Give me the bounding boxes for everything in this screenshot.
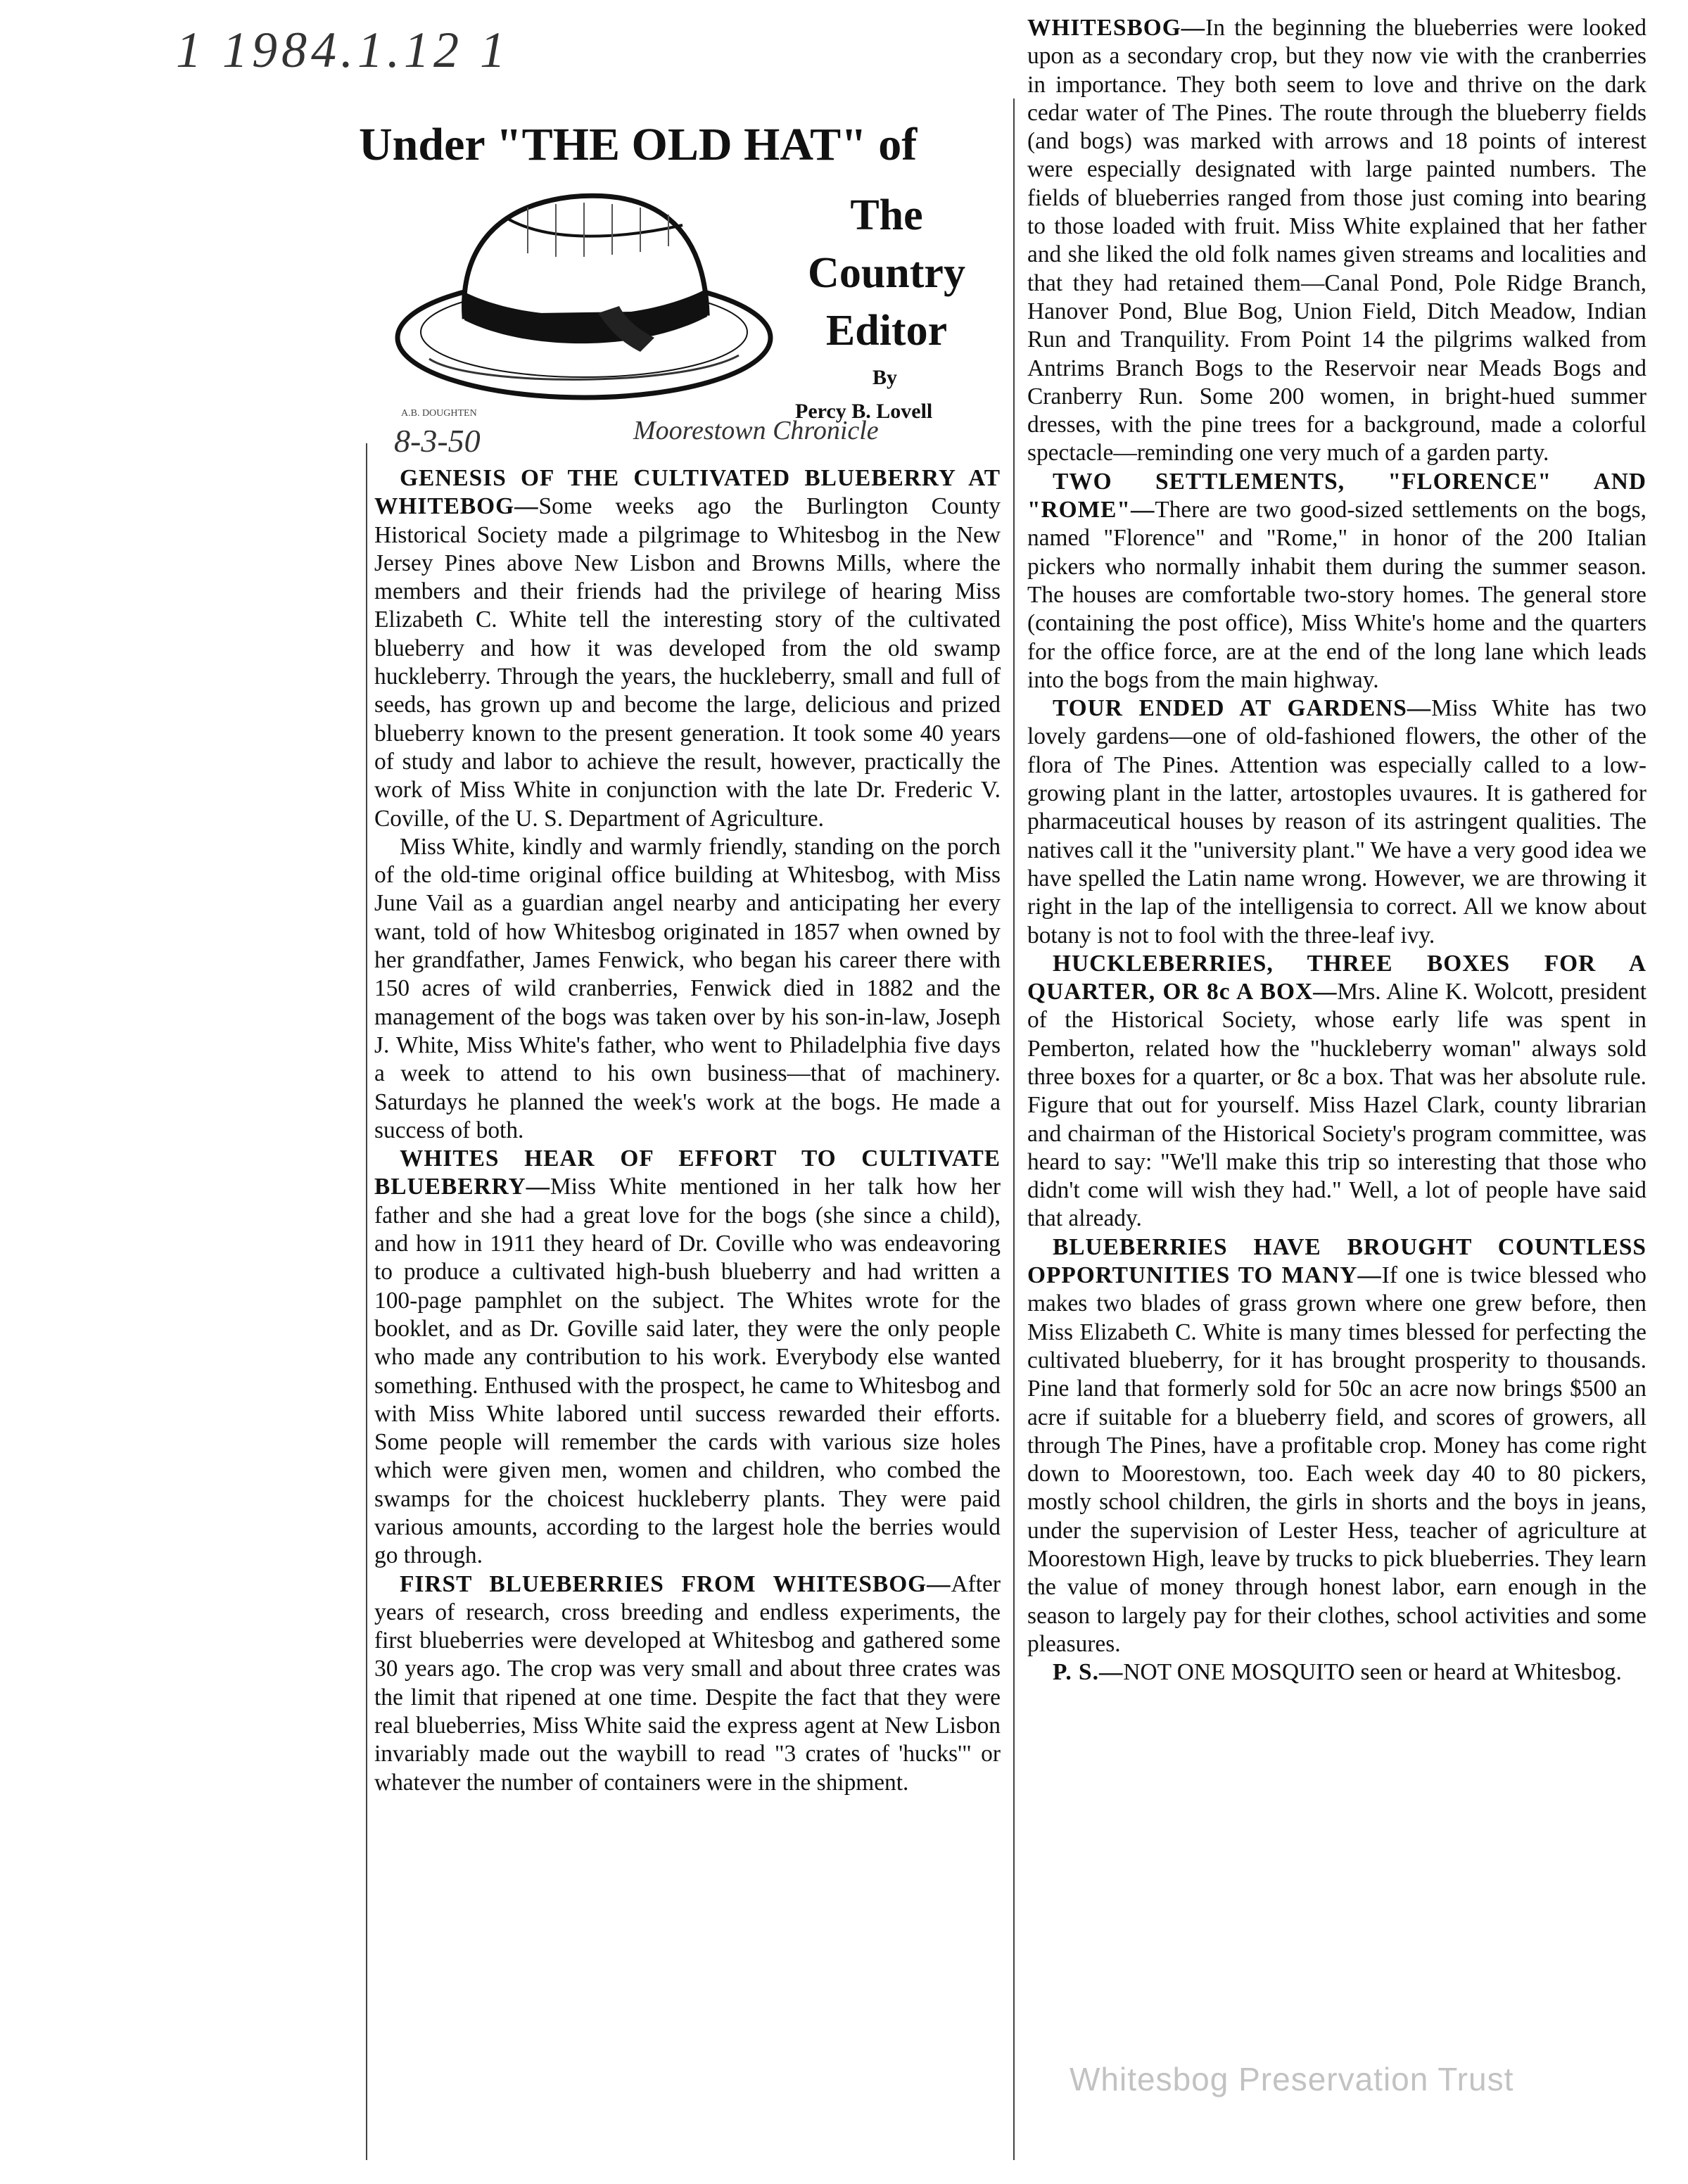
article-column-right: [1027, 14, 1646, 1687]
paragraph: [1027, 950, 1646, 1233]
paragraph: [374, 1570, 1001, 1797]
column-masthead: [359, 106, 1013, 443]
handwritten-source: Moorestown Chronicle: [633, 416, 879, 445]
column-rule-left: [366, 443, 367, 2160]
artist-credit: A.B. DOUGHTEN: [401, 408, 477, 419]
paragraph: [1027, 1658, 1646, 1687]
paragraph-text: In the beginning the blueberries were looked upon as a secondary crop, but they now vie with the cranberries in importance. They both seem to love and thrive on the dark cedar water of The Pines. The route through the blueberry fields (and bogs) was marked with arrows and 18 points of interest were especially designated with large painted numbers. The fields of blueberries ranged from those just coming into bearing to those loaded with fruit. Miss White explained that her father and she liked the old folk names given streams and localities and that they had retained them—Canal Pond, Pole Ridge Branch, Hanover Pond, Blue Bog, Union Field, Ditch Meadow, Indian Run and Tranquility. From Point 14 the pilgrims walked from Antrims Branch Bogs to the Reservoir near Meads Bogs and Cranberry Run. Some 200 women, in bright-hued summer dresses, with the pine trees for a background, made a colorful spectacle—reminding one very much of a garden party.: [1027, 15, 1646, 466]
article-column-left: [374, 464, 1001, 1797]
paragraph-text: After years of research, cross breeding and endless experiments, the first blueberries were developed at Whitesbog and gathered some 30 years ago. The crop was very small and about three crates was the limit that ripened at one time. Despite the fact that they were real blueberries, Miss White said the express agent at New Lisbon invariably made out the waybill to read "3 crates of 'hucks'" or whatever the number of containers were in the shipment.: [374, 1570, 1001, 1796]
section-head: WHITES HEAR OF EFFORT TO CULTIVATE BLUEBERRY—: [374, 1145, 1001, 1200]
masthead-title-line1: Under "THE OLD HAT" of: [359, 119, 918, 170]
section-head: BLUEBERRIES HAVE BROUGHT COUNTLESS OPPORTUNITIES TO MANY—: [1027, 1233, 1646, 1289]
watermark: Whitesbog Preservation Trust: [1070, 2061, 1514, 2097]
paragraph-text: Miss White, kindly and warmly friendly, standing on the porch of the old-time original office building at Whitesbog, with Miss June Vail as a guardian angel nearby and anticipating her every want, told of how Whitesbog originated in 1857 when owned by her grandfather, James Fenwick, who began his career there with 150 acres of wild cranberries, Fenwick died in 1882 and the management of the bogs was taken over by his son-in-law, Joseph J. White, Miss White's father, who went to Philadelphia five days a week to attend to his own business—that of machinery. Saturdays he planned the week's work at the bogs. He made a success of both.: [374, 833, 1001, 1143]
handwritten-accession-note: 1 1984.1.12 1: [176, 22, 509, 78]
paragraph: [1027, 14, 1646, 468]
section-head: WHITESBOG—: [1027, 15, 1206, 41]
paragraph-text: Some weeks ago the Burlington County Historical Society made a pilgrimage to Whitesbog in the New Jersey Pines above New Lisbon and Browns Mills, where the members and their friends had the privilege of hearing Miss Elizabeth C. White tell the interesting story of the cultivated blueberry and how it was developed from the old swamp huckleberry. Through the years, the huckleberry, small and full of seeds, has grown up and become the large, delicious and prized blueberry known to the present generation. It took some 40 years of study and labor to achieve the result, however, practically the work of Miss White in conjunction with the late Dr. Frederic V. Coville, of the U. S. Department of Agriculture.: [374, 493, 1001, 832]
paragraph: [374, 1145, 1001, 1570]
paragraph: [374, 464, 1001, 833]
section-head: HUCKLEBERRIES, THREE BOXES FOR A QUARTER, OR 8c A BOX—: [1027, 950, 1646, 1005]
paragraph: [1027, 1233, 1646, 1658]
hat-illustration-icon: [387, 176, 781, 408]
handwritten-date: 8-3-50: [394, 423, 481, 459]
section-head: P. S.—: [1053, 1659, 1124, 1686]
paragraph-text: Miss White has two lovely gardens—one of old-fashioned flowers, the other of the flora of The Pines. Attention was especially called to a low-growing plant in the latter, artostoples uvaures. It is gathered for pharmaceutical houses by reason of its astringent qualities. The natives call it the "university plant." We have a very good idea we have spelled the Latin name wrong. However, we are throwing it right in the lap of the intelligensia to correct. All we know about botany is not to fool with the three-leaf ivy.: [1027, 695, 1646, 948]
section-head: TOUR ENDED AT GARDENS—: [1053, 695, 1432, 722]
byline-label: By: [872, 366, 898, 389]
paragraph-text: Mrs. Aline K. Wolcott, president of the Historical Society, whose early life was spent in Pemberton, related how the "huckleberry woman" always sold three boxes for a quarter, or 8c a box. That was her absolute rule. Figure that out for yourself. Miss Hazel Clark, county librarian and chairman of the Historical Society's program committee, was heard to say: "We'll make this trip so interesting that those who didn't come will wish they had." Well, a lot of people have said that already.: [1027, 979, 1646, 1232]
section-head: TWO SETTLEMENTS, "FLORENCE" AND "ROME"—: [1027, 468, 1646, 523]
paragraph: [374, 833, 1001, 1145]
section-head: FIRST BLUEBERRIES FROM WHITESBOG—: [400, 1570, 951, 1597]
column-rule-middle: [1013, 99, 1015, 2160]
paragraph-text: NOT ONE MOSQUITO seen or heard at Whitesbog.: [1123, 1659, 1622, 1686]
paragraph-text: If one is twice blessed who makes two blades of grass grown where one grew before, then Miss Elizabeth C. White is many times blessed for perfecting the cultivated blueberry, for it has brought prosperity to thousands. Pine land that formerly sold for 50c an acre now brings $500 an acre if suitable for a blueberry field, and scores of growers, all through The Pines, have a profitable crop. Money has come right down to Moorestown, too. Each week day 40 to 80 pickers, mostly school children, the girls in shorts and the boys in jeans, under the supervision of Lester Hess, teacher of agriculture at Moorestown High, leave by trucks to pick blueberries. They learn the value of money through honest labor, earn enough in the season to largely pay for their clothes, school activities and some pleasures.: [1027, 1262, 1646, 1657]
paragraph: [1027, 694, 1646, 950]
paragraph-text: Miss White mentioned in her talk how her father and she had a great love for the bogs (she since a child), and how in 1911 they heard of Dr. Coville who was endeavoring to produce a cultivated high-bush blueberry and had written a 100-page pamphlet on the subject. The Whites wrote for the booklet, and as Dr. Goville said later, they were the only people who made any contribution to his work. Everybody else wanted something. Enthused with the prospect, he came to Whitesbog and with Miss White labored until success rewarded their efforts. Some people will remember the cards with various size holes which were given men, women and children, who combed the swamps for the choicest huckleberry plants. They were paid various amounts, according to the largest hole the berries would go through.: [374, 1174, 1001, 1569]
paragraph: [1027, 468, 1646, 694]
byline-author: Percy B. Lovell: [795, 400, 933, 423]
section-head: GENESIS OF THE CULTIVATED BLUEBERRY AT WHITEBOG—: [374, 465, 1001, 520]
paragraph-text: There are two good-sized settlements on the bogs, named "Florence" and "Rome," in honor of the 200 Italian pickers who normally inhabit them during the summer season. The houses are comfortable two-story homes. The general store (containing the post office), Miss White's home and the quarters for the office force, are at the end of the long lane which leads into the bogs from the main highway.: [1027, 497, 1646, 693]
masthead-title-line2: The Country Editor: [808, 191, 965, 355]
